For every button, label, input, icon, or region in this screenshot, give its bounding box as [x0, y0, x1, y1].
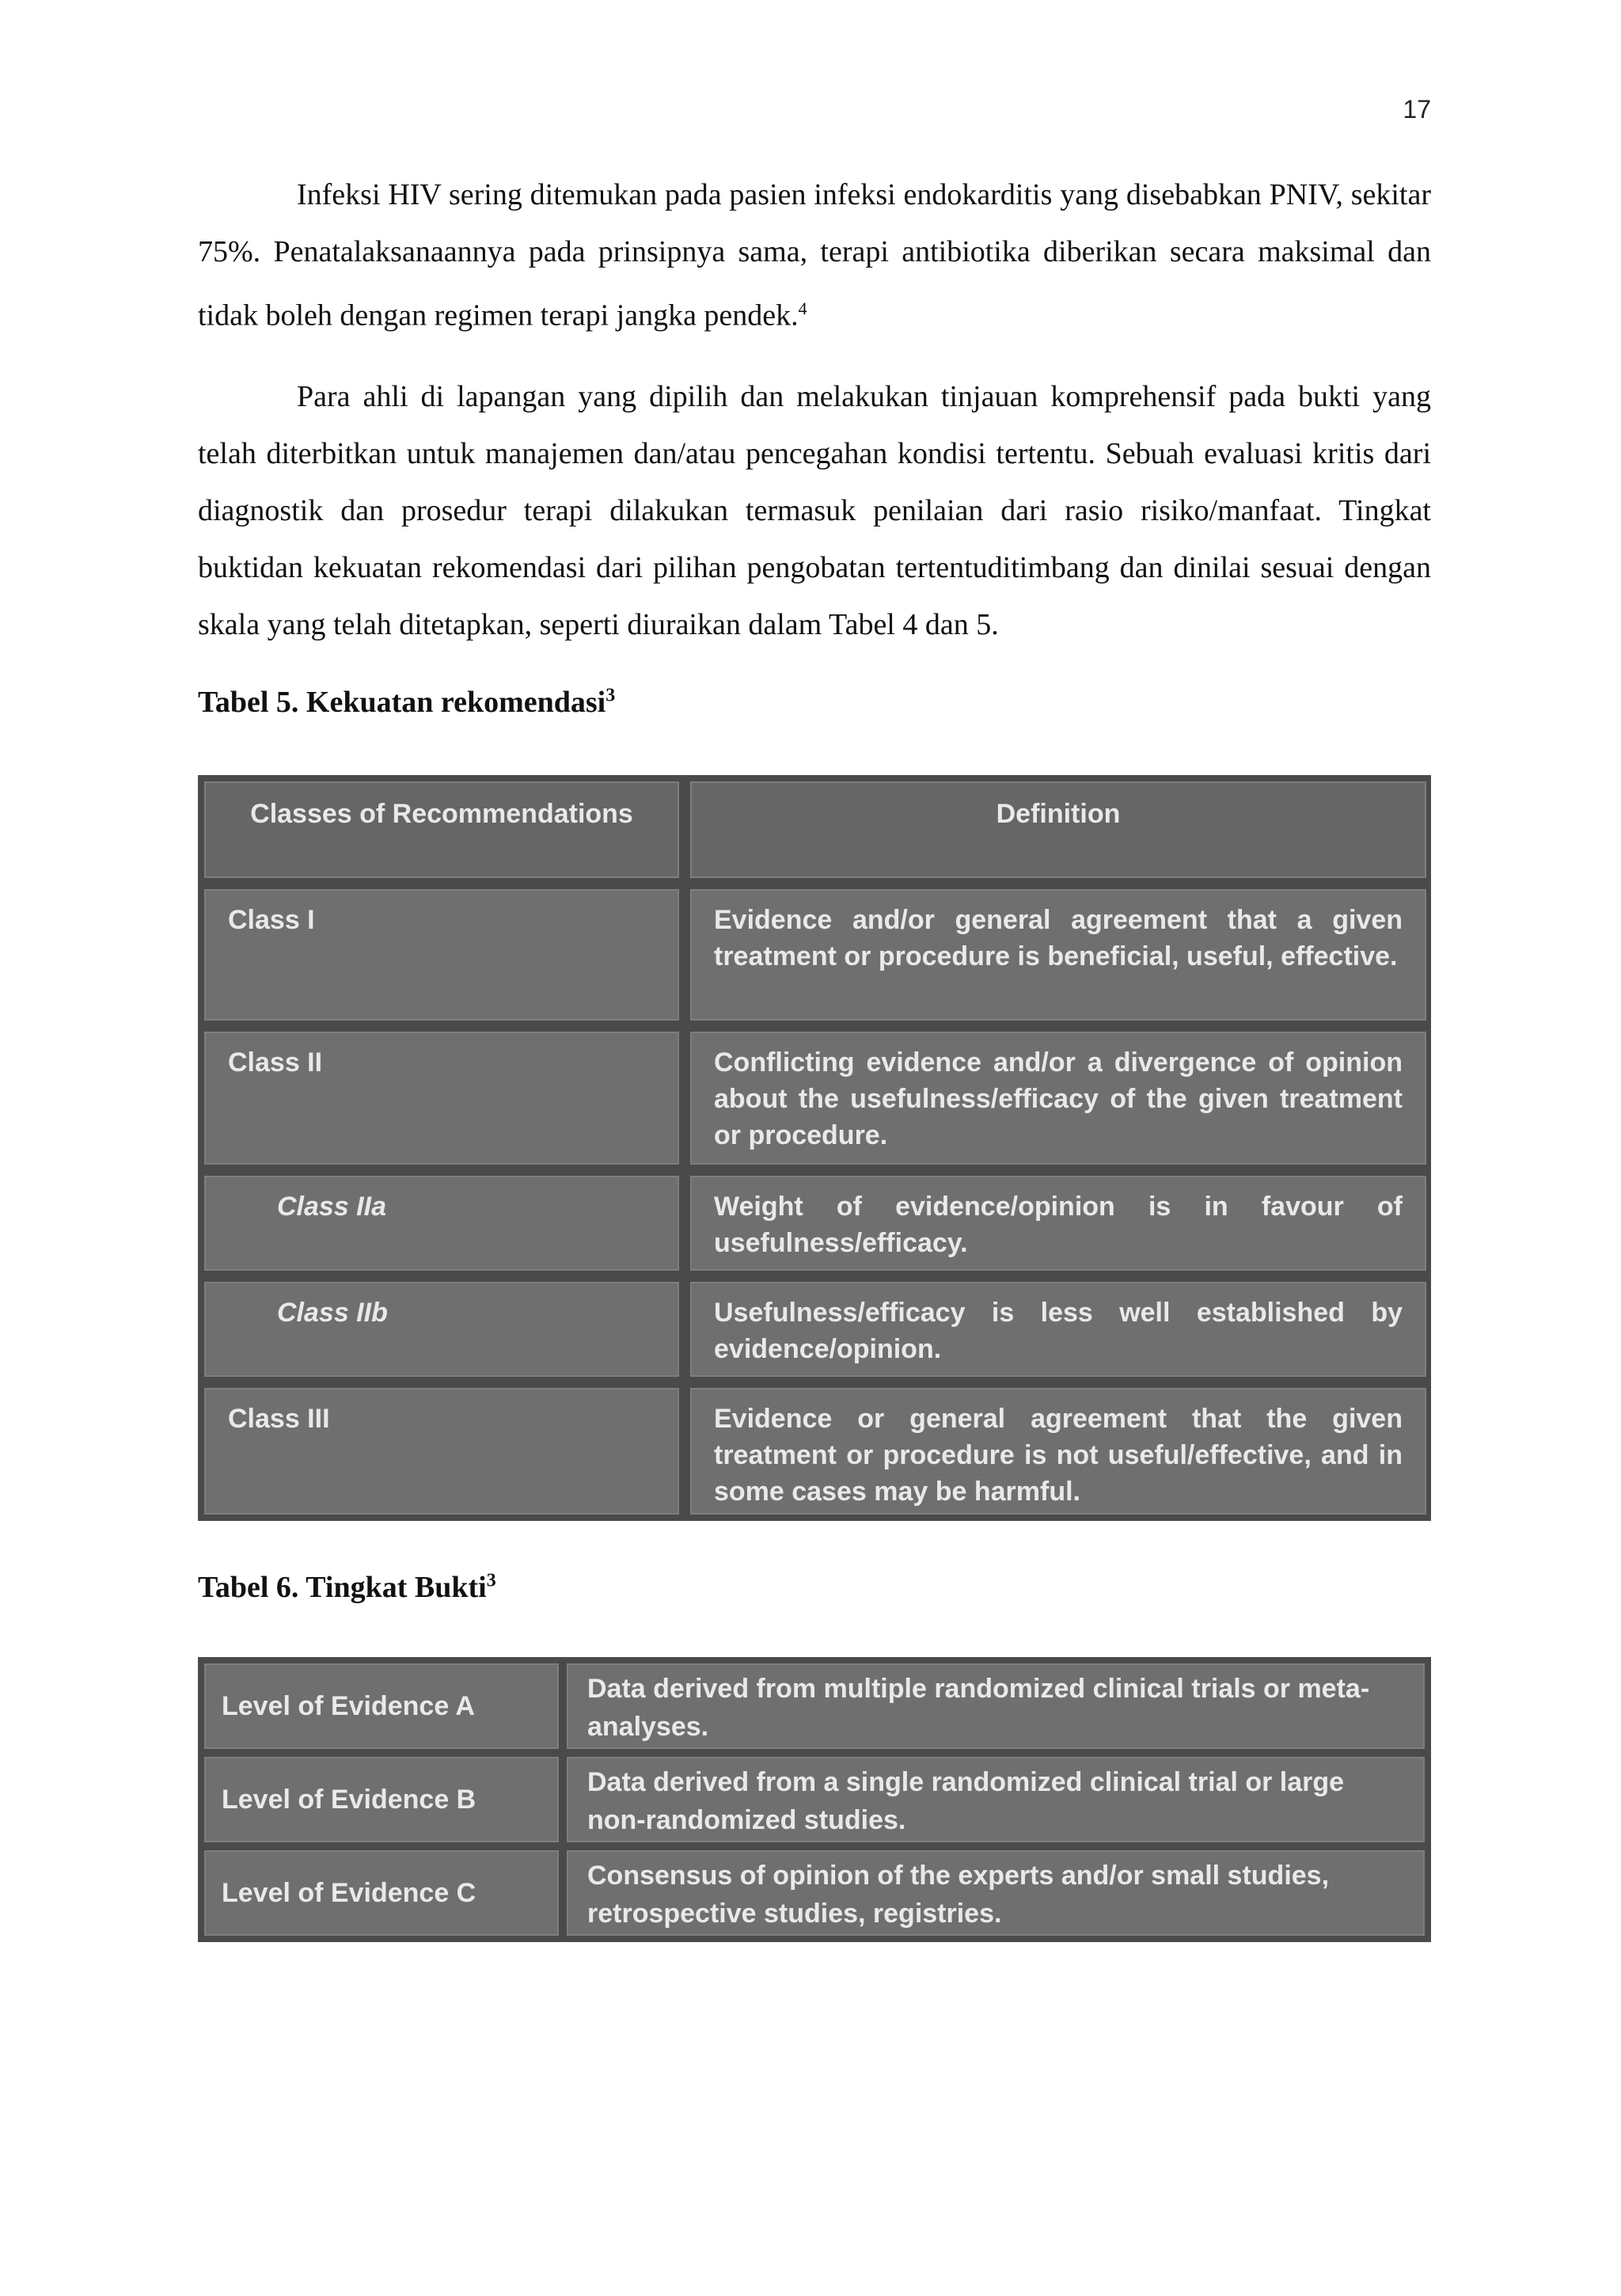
definition-cell: Data derived from multiple randomized clinical trials or meta-analyses.: [567, 1663, 1425, 1749]
definition-cell: Evidence or general agreement that the given treatment or procedure is not useful/effective, and in some cases may be harmful.: [690, 1388, 1426, 1515]
table-5-title-text: Tabel 5. Kekuatan rekomendasi: [198, 685, 606, 719]
paragraph-2: Para ahli di lapangan yang dipilih dan melakukan tinjauan komprehensif pada bukti yang telah diterbitkan untuk manajemen dan/atau pencegahan kondisi tertentu. Sebuah evaluasi kritis dari diagnostik dan prosedur terapi dilakukan termasuk penilaian dari rasio risiko/manfaat. Tingkat buktidan kekuatan rekomendasi dari pilihan pengobatan tertentuditimbang dan dinilai sesuai dengan skala yang telah ditetapkan, seperti diuraikan dalam Tabel 4 dan 5.: [198, 379, 1431, 641]
table-row: [204, 1850, 1425, 1936]
column-header-definition: Definition: [690, 781, 1426, 878]
page-content: [198, 166, 1431, 1942]
class-cell: Class II: [204, 1032, 679, 1165]
definition-cell: Weight of evidence/opinion is in favour of usefulness/efficacy.: [690, 1176, 1426, 1271]
table-row: [204, 1757, 1425, 1842]
table-row: [204, 1032, 1426, 1165]
table-6-title-text: Tabel 6. Tingkat Bukti: [198, 1570, 487, 1604]
table-5-title: [198, 685, 1431, 720]
definition-cell: Evidence and/or general agreement that a given treatment or procedure is beneficial, useful, effective.: [690, 889, 1426, 1021]
definition-cell: Consensus of opinion of the experts and/or small studies, retrospective studies, registries.: [567, 1850, 1425, 1936]
class-cell: Class I: [204, 889, 679, 1021]
table-header-row: [204, 781, 1426, 878]
table-6-title: [198, 1570, 1431, 1605]
paragraph-1: [198, 166, 1431, 344]
definition-cell: Conflicting evidence and/or a divergence of opinion about the usefulness/efficacy of the given treatment or procedure.: [690, 1032, 1426, 1165]
class-cell: Class III: [204, 1388, 679, 1515]
table-6-citation: 3: [486, 1570, 496, 1591]
table-row: [204, 1388, 1426, 1515]
level-cell: Level of Evidence A: [204, 1663, 559, 1749]
table-row: [204, 889, 1426, 1021]
table-5-citation: 3: [606, 685, 616, 705]
definition-cell: Usefulness/efficacy is less well established by evidence/opinion.: [690, 1282, 1426, 1377]
level-cell: Level of Evidence C: [204, 1850, 559, 1936]
class-cell: Class IIb: [204, 1282, 679, 1377]
definition-cell: Data derived from a single randomized clinical trial or large non-randomized studies.: [567, 1757, 1425, 1842]
table-evidence-levels: [198, 1657, 1431, 1942]
table-row: [204, 1176, 1426, 1271]
paragraph-1-text: Infeksi HIV sering ditemukan pada pasien infeksi endokarditis yang disebabkan PNIV, sekitar 75%. Penatalaksanaannya pada prinsipnya sama, terapi antibiotika diberikan secara maksimal dan tidak boleh dengan regimen terapi jangka pendek.: [198, 178, 1431, 333]
level-cell: Level of Evidence B: [204, 1757, 559, 1842]
class-cell: Class IIa: [204, 1176, 679, 1271]
table-recommendation-classes: [198, 775, 1431, 1521]
page-number: 17: [1403, 95, 1431, 124]
table-row: [204, 1663, 1425, 1749]
citation-superscript: 4: [798, 298, 807, 318]
table-row: [204, 1282, 1426, 1377]
column-header-classes: Classes of Recommendations: [204, 781, 679, 878]
